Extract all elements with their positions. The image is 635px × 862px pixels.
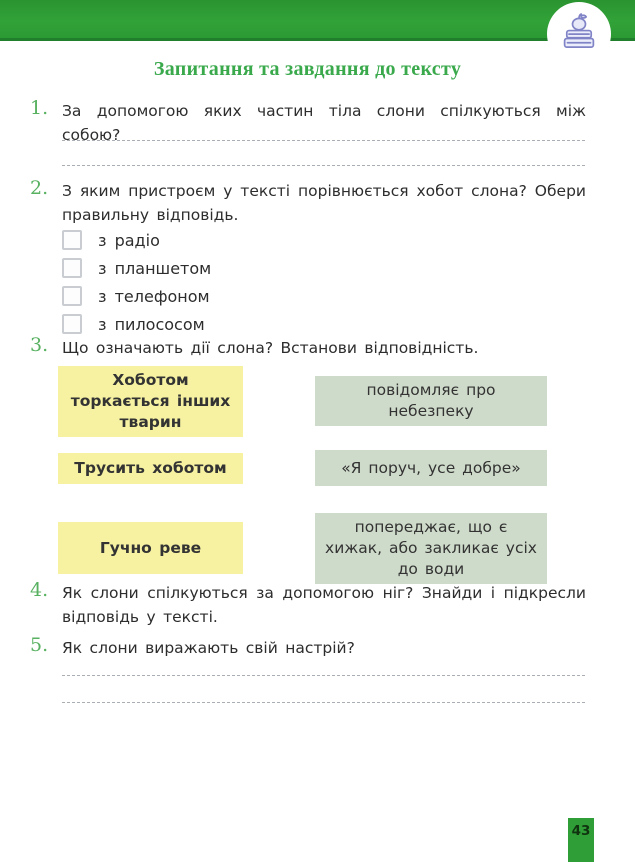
question-5-number: 5. xyxy=(30,634,49,656)
answer-line[interactable] xyxy=(62,141,585,166)
option-row xyxy=(62,226,462,254)
checkbox[interactable] xyxy=(62,286,82,306)
answer-line[interactable] xyxy=(62,652,585,676)
question-5-text: Як слони виражають свій настрій? xyxy=(62,639,355,657)
match-row-2 xyxy=(58,450,588,486)
option-row xyxy=(62,310,462,338)
match-meaning-card[interactable]: «Я поруч, усе добре» xyxy=(315,450,547,486)
option-label: з телефоном xyxy=(98,286,210,306)
option-row xyxy=(62,254,462,282)
option-label: з пилососом xyxy=(98,314,205,334)
page-title: Запитання та завдання до тексту xyxy=(153,58,462,80)
question-2-text: З яким пристроєм у тексті порівнюється хобот слона? Обери правильну відповідь. xyxy=(62,182,586,225)
match-action-card[interactable]: Гучно реве xyxy=(58,522,243,574)
match-action-card[interactable]: Трусить хоботом xyxy=(58,453,243,484)
question-4-text: Як слони спілкуються за допомогою ніг? Знайди і підкресли відповідь у тексті. xyxy=(62,584,586,627)
question-3-text: Що означають дії слона? Встанови відповідність. xyxy=(62,339,479,357)
header-badge xyxy=(547,2,611,66)
checkbox[interactable] xyxy=(62,258,82,278)
match-meaning-card[interactable]: повідомляє про небезпеку xyxy=(315,376,547,426)
question-3 xyxy=(30,336,586,360)
question-1-answer-lines xyxy=(62,118,585,166)
option-label: з радіо xyxy=(98,230,160,250)
question-2-options xyxy=(62,226,462,338)
checkbox[interactable] xyxy=(62,314,82,334)
option-label: з планшетом xyxy=(98,258,212,278)
answer-line[interactable] xyxy=(62,676,585,703)
question-4 xyxy=(30,581,586,629)
question-3-number: 3. xyxy=(30,334,49,356)
answer-line[interactable] xyxy=(62,118,585,141)
match-action-card[interactable]: Хоботом торкається інших тварин xyxy=(58,366,243,437)
match-row-3 xyxy=(58,513,588,584)
page-number: 43 xyxy=(568,818,594,862)
header-band xyxy=(0,0,635,41)
match-meaning-card[interactable]: попереджає, що є хижак, або закликає усіх до води xyxy=(315,513,547,584)
match-row-1 xyxy=(58,366,588,437)
question-2 xyxy=(30,179,586,227)
question-2-number: 2. xyxy=(30,177,49,199)
checkbox[interactable] xyxy=(62,230,82,250)
option-row xyxy=(62,282,462,310)
question-4-number: 4. xyxy=(30,579,49,601)
question-1-text: За допомогою яких частин тіла слони спілкуються між собою? xyxy=(62,102,586,145)
question-5-answer-lines xyxy=(62,652,585,703)
question-1-number: 1. xyxy=(30,97,49,119)
books-apple-icon xyxy=(556,9,602,59)
